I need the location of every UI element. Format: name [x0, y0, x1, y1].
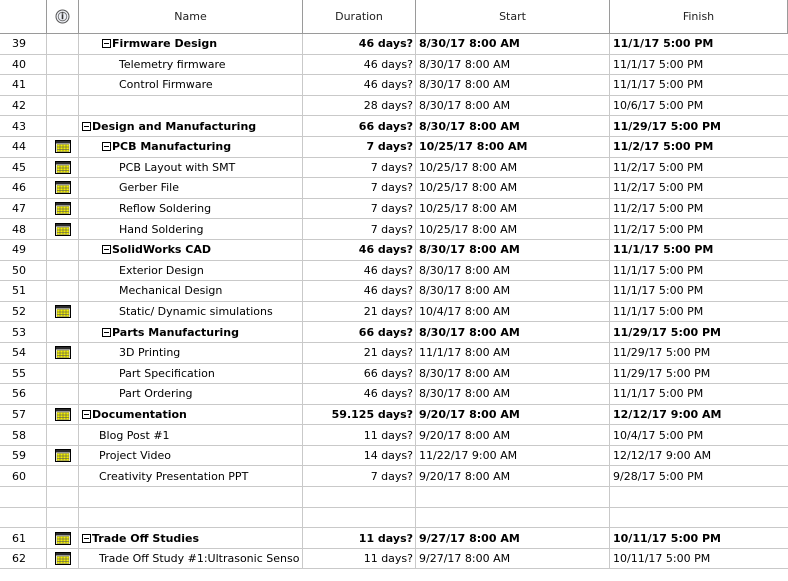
column-header-row — [0, 0, 788, 34]
task-name: Exterior Design — [119, 263, 204, 277]
task-id[interactable]: 58 — [0, 425, 47, 445]
task-row[interactable] — [0, 487, 788, 508]
task-start[interactable] — [416, 508, 610, 528]
task-indicator — [47, 343, 79, 363]
task-row[interactable] — [0, 466, 788, 487]
task-name-cell[interactable] — [79, 240, 303, 260]
task-start[interactable]: 9/20/17 8:00 AM — [416, 466, 610, 486]
task-finish[interactable]: 11/2/17 5:00 PM — [613, 222, 704, 236]
task-indicator — [47, 322, 79, 342]
task-indicator — [47, 466, 79, 486]
task-finish[interactable]: 11/29/17 5:00 PM — [613, 119, 721, 133]
task-name-cell[interactable] — [79, 343, 303, 363]
task-finish[interactable]: 11/29/17 5:00 PM — [613, 366, 711, 380]
task-indicator — [47, 261, 79, 281]
task-finish[interactable]: 10/4/17 5:00 PM — [613, 428, 704, 442]
task-duration[interactable]: 46 days? — [303, 34, 416, 54]
task-id[interactable] — [0, 487, 47, 507]
task-start[interactable]: 8/30/17 8:00 AM — [416, 240, 610, 260]
task-start[interactable]: 10/25/17 8:00 AM — [416, 137, 610, 157]
task-start[interactable]: 8/30/17 8:00 AM — [416, 96, 610, 116]
task-duration[interactable]: 21 days? — [303, 343, 416, 363]
task-id[interactable]: 59 — [0, 446, 47, 466]
task-name-cell[interactable] — [79, 219, 303, 239]
task-id[interactable]: 52 — [0, 302, 47, 322]
task-indicator — [47, 528, 79, 548]
task-name-cell[interactable] — [79, 199, 303, 219]
task-name-cell[interactable] — [79, 508, 303, 528]
task-start[interactable]: 8/30/17 8:00 AM — [416, 116, 610, 136]
task-finish[interactable] — [610, 508, 788, 528]
task-name-cell[interactable] — [79, 405, 303, 425]
collapse-toggle-icon[interactable] — [102, 328, 111, 337]
task-name-cell[interactable] — [79, 528, 303, 548]
task-indicator — [47, 446, 79, 466]
info-icon — [55, 9, 70, 24]
task-row[interactable] — [0, 158, 788, 179]
task-rows — [0, 34, 788, 569]
task-name-cell[interactable] — [79, 384, 303, 404]
task-duration[interactable]: 46 days? — [303, 55, 416, 75]
task-id[interactable]: 46 — [0, 178, 47, 198]
task-id[interactable]: 40 — [0, 55, 47, 75]
task-finish[interactable]: 11/29/17 5:00 PM — [613, 346, 711, 360]
task-finish[interactable]: 11/2/17 5:00 PM — [613, 160, 704, 174]
task-row[interactable] — [0, 178, 788, 199]
task-start[interactable]: 10/25/17 8:00 AM — [416, 158, 610, 178]
task-id[interactable]: 55 — [0, 364, 47, 384]
task-finish[interactable]: 11/1/17 5:00 PM — [613, 263, 704, 277]
task-duration[interactable]: 7 days? — [303, 158, 416, 178]
task-name-cell[interactable] — [79, 425, 303, 445]
task-finish[interactable]: 10/11/17 5:00 PM — [613, 531, 721, 545]
task-row[interactable] — [0, 137, 788, 158]
task-start[interactable]: 10/25/17 8:00 AM — [416, 199, 610, 219]
task-name-cell[interactable] — [79, 137, 303, 157]
task-name: Trade Off Study #1:Ultrasonic Senso — [99, 552, 300, 566]
task-id[interactable]: 42 — [0, 96, 47, 116]
task-finish[interactable]: 11/1/17 5:00 PM — [613, 387, 704, 401]
task-name-cell[interactable] — [79, 178, 303, 198]
task-indicator — [47, 55, 79, 75]
task-row[interactable] — [0, 96, 788, 117]
task-name: Reflow Soldering — [119, 202, 212, 216]
task-duration[interactable]: 66 days? — [303, 364, 416, 384]
task-duration[interactable]: 14 days? — [303, 446, 416, 466]
task-duration[interactable]: 21 days? — [303, 302, 416, 322]
task-row[interactable] — [0, 405, 788, 426]
task-id[interactable]: 50 — [0, 261, 47, 281]
collapse-toggle-icon[interactable] — [82, 534, 91, 543]
task-id[interactable]: 62 — [0, 549, 47, 569]
column-header-start[interactable]: Start — [416, 0, 610, 33]
task-id[interactable]: 60 — [0, 466, 47, 486]
task-start[interactable]: 8/30/17 8:00 AM — [416, 364, 610, 384]
task-start[interactable]: 8/30/17 8:00 AM — [416, 261, 610, 281]
task-row[interactable] — [0, 425, 788, 446]
task-name-cell[interactable] — [79, 549, 303, 569]
task-name: Documentation — [92, 407, 187, 421]
task-indicator — [47, 34, 79, 54]
task-name: PCB Manufacturing — [112, 140, 232, 154]
task-duration[interactable]: 11 days? — [303, 425, 416, 445]
task-duration[interactable]: 28 days? — [303, 96, 416, 116]
task-id[interactable] — [0, 508, 47, 528]
task-name-cell[interactable] — [79, 302, 303, 322]
task-name: Project Video — [99, 449, 171, 463]
task-id[interactable]: 57 — [0, 405, 47, 425]
task-duration[interactable]: 7 days? — [303, 219, 416, 239]
task-duration[interactable] — [303, 487, 416, 507]
task-duration[interactable]: 11 days? — [303, 549, 416, 569]
task-duration[interactable]: 46 days? — [303, 261, 416, 281]
task-name: 3D Printing — [119, 346, 181, 360]
task-name-cell[interactable] — [79, 466, 303, 486]
task-duration[interactable]: 46 days? — [303, 281, 416, 301]
column-header-duration[interactable]: Duration — [303, 0, 416, 33]
task-id[interactable]: 39 — [0, 34, 47, 54]
task-duration[interactable]: 46 days? — [303, 75, 416, 95]
task-start[interactable]: 8/30/17 8:00 AM — [416, 384, 610, 404]
task-name: Design and Manufacturing — [92, 119, 257, 133]
task-finish[interactable]: 11/1/17 5:00 PM — [613, 78, 704, 92]
task-name: Telemetry firmware — [119, 57, 226, 71]
task-row[interactable] — [0, 508, 788, 529]
task-id[interactable]: 47 — [0, 199, 47, 219]
task-indicator — [47, 137, 79, 157]
task-name: SolidWorks CAD — [112, 243, 212, 257]
calendar-constraint-icon — [55, 202, 71, 215]
task-finish[interactable]: 11/1/17 5:00 PM — [613, 37, 714, 51]
task-indicator — [47, 96, 79, 116]
column-header-indicators[interactable] — [47, 0, 79, 33]
task-duration[interactable]: 7 days? — [303, 199, 416, 219]
task-name: Mechanical Design — [119, 284, 223, 298]
task-name-cell[interactable] — [79, 446, 303, 466]
task-id[interactable]: 44 — [0, 137, 47, 157]
task-duration[interactable]: 11 days? — [303, 528, 416, 548]
task-indicator — [47, 384, 79, 404]
task-id[interactable]: 45 — [0, 158, 47, 178]
task-row[interactable] — [0, 219, 788, 240]
task-finish[interactable]: 11/2/17 5:00 PM — [613, 140, 714, 154]
task-id[interactable]: 61 — [0, 528, 47, 548]
task-duration[interactable]: 59.125 days? — [303, 405, 416, 425]
task-id[interactable]: 54 — [0, 343, 47, 363]
task-row[interactable] — [0, 302, 788, 323]
calendar-constraint-icon — [55, 140, 71, 153]
task-name-cell[interactable] — [79, 55, 303, 75]
column-header-id[interactable] — [0, 0, 47, 33]
task-id[interactable]: 56 — [0, 384, 47, 404]
task-name: Parts Manufacturing — [112, 325, 239, 339]
calendar-constraint-icon — [55, 223, 71, 236]
task-row[interactable] — [0, 34, 788, 55]
calendar-constraint-icon — [55, 408, 71, 421]
task-row[interactable] — [0, 261, 788, 282]
task-indicator — [47, 178, 79, 198]
task-id[interactable]: 43 — [0, 116, 47, 136]
task-row[interactable] — [0, 240, 788, 261]
task-row[interactable] — [0, 364, 788, 385]
task-start[interactable]: 9/27/17 8:00 AM — [416, 528, 610, 548]
task-row[interactable] — [0, 528, 788, 549]
task-row[interactable] — [0, 446, 788, 467]
task-row[interactable] — [0, 281, 788, 302]
task-name-cell[interactable] — [79, 158, 303, 178]
task-id[interactable]: 49 — [0, 240, 47, 260]
task-indicator — [47, 219, 79, 239]
task-start[interactable]: 8/30/17 8:00 AM — [416, 75, 610, 95]
task-duration[interactable]: 7 days? — [303, 178, 416, 198]
collapse-toggle-icon[interactable] — [102, 245, 111, 254]
task-id[interactable]: 51 — [0, 281, 47, 301]
task-duration[interactable]: 46 days? — [303, 384, 416, 404]
task-name: Blog Post #1 — [99, 428, 170, 442]
task-row[interactable] — [0, 549, 788, 570]
task-start[interactable]: 8/30/17 8:00 AM — [416, 281, 610, 301]
calendar-constraint-icon — [55, 552, 71, 565]
task-finish[interactable]: 11/1/17 5:00 PM — [613, 243, 714, 257]
calendar-constraint-icon — [55, 161, 71, 174]
calendar-constraint-icon — [55, 532, 71, 545]
column-header-finish[interactable]: Finish — [610, 0, 788, 33]
task-id[interactable]: 53 — [0, 322, 47, 342]
collapse-toggle-icon[interactable] — [102, 39, 111, 48]
task-row[interactable] — [0, 343, 788, 364]
task-indicator — [47, 508, 79, 528]
task-indicator — [47, 240, 79, 260]
task-name-cell[interactable] — [79, 75, 303, 95]
task-duration[interactable] — [303, 508, 416, 528]
task-name-cell[interactable] — [79, 364, 303, 384]
task-duration[interactable]: 66 days? — [303, 322, 416, 342]
calendar-constraint-icon — [55, 305, 71, 318]
task-finish[interactable]: 11/1/17 5:00 PM — [613, 284, 704, 298]
task-duration[interactable]: 7 days? — [303, 466, 416, 486]
task-name: Trade Off Studies — [92, 531, 200, 545]
task-name-cell[interactable] — [79, 487, 303, 507]
task-start[interactable] — [416, 487, 610, 507]
calendar-constraint-icon — [55, 346, 71, 359]
task-name: Part Specification — [119, 366, 215, 380]
task-name-cell[interactable] — [79, 96, 303, 116]
task-name-cell[interactable] — [79, 116, 303, 136]
task-finish[interactable]: 11/29/17 5:00 PM — [613, 325, 721, 339]
task-start[interactable]: 10/25/17 8:00 AM — [416, 178, 610, 198]
task-indicator — [47, 405, 79, 425]
calendar-constraint-icon — [55, 181, 71, 194]
task-row[interactable] — [0, 384, 788, 405]
task-name-cell[interactable] — [79, 261, 303, 281]
task-finish[interactable]: 11/1/17 5:00 PM — [613, 305, 704, 319]
task-indicator — [47, 158, 79, 178]
task-name: Hand Soldering — [119, 222, 204, 236]
task-finish[interactable]: 11/2/17 5:00 PM — [613, 181, 704, 195]
task-start[interactable]: 11/1/17 8:00 AM — [416, 343, 610, 363]
task-duration[interactable]: 7 days? — [303, 137, 416, 157]
task-start[interactable]: 9/27/17 8:00 AM — [416, 549, 610, 569]
task-name-cell[interactable] — [79, 322, 303, 342]
task-start[interactable]: 11/22/17 9:00 AM — [416, 446, 610, 466]
task-start[interactable]: 9/20/17 8:00 AM — [416, 405, 610, 425]
task-row[interactable] — [0, 322, 788, 343]
task-start[interactable]: 10/25/17 8:00 AM — [416, 219, 610, 239]
task-name-cell[interactable] — [79, 281, 303, 301]
task-start[interactable]: 8/30/17 8:00 AM — [416, 322, 610, 342]
task-finish[interactable]: 9/28/17 5:00 PM — [613, 469, 704, 483]
task-name: Control Firmware — [119, 78, 213, 92]
task-name-cell[interactable] — [79, 34, 303, 54]
task-row[interactable] — [0, 75, 788, 96]
task-finish[interactable]: 11/1/17 5:00 PM — [613, 57, 704, 71]
collapse-toggle-icon[interactable] — [82, 122, 91, 131]
task-finish[interactable]: 12/12/17 9:00 AM — [613, 449, 712, 463]
task-finish[interactable]: 10/6/17 5:00 PM — [613, 99, 704, 113]
task-finish[interactable]: 10/11/17 5:00 PM — [613, 552, 711, 566]
task-duration[interactable]: 66 days? — [303, 116, 416, 136]
task-finish[interactable]: 12/12/17 9:00 AM — [613, 407, 722, 421]
task-indicator — [47, 75, 79, 95]
task-indicator — [47, 487, 79, 507]
task-id[interactable]: 41 — [0, 75, 47, 95]
task-finish[interactable]: 11/2/17 5:00 PM — [613, 202, 704, 216]
task-row[interactable] — [0, 55, 788, 76]
task-row[interactable] — [0, 116, 788, 137]
task-indicator — [47, 425, 79, 445]
task-duration[interactable]: 46 days? — [303, 240, 416, 260]
task-start[interactable]: 8/30/17 8:00 AM — [416, 34, 610, 54]
task-name: Gerber File — [119, 181, 179, 195]
task-finish[interactable] — [610, 487, 788, 507]
column-header-name[interactable]: Name — [79, 0, 303, 33]
task-name: Part Ordering — [119, 387, 193, 401]
task-indicator — [47, 281, 79, 301]
task-name: Creativity Presentation PPT — [99, 469, 249, 483]
collapse-toggle-icon[interactable] — [82, 410, 91, 419]
task-indicator — [47, 199, 79, 219]
task-name: Firmware Design — [112, 37, 218, 51]
task-row[interactable] — [0, 199, 788, 220]
collapse-toggle-icon[interactable] — [102, 142, 111, 151]
task-start[interactable]: 8/30/17 8:00 AM — [416, 55, 610, 75]
task-start[interactable]: 9/20/17 8:00 AM — [416, 425, 610, 445]
task-indicator — [47, 116, 79, 136]
task-indicator — [47, 549, 79, 569]
task-name: PCB Layout with SMT — [119, 160, 236, 174]
task-start[interactable]: 10/4/17 8:00 AM — [416, 302, 610, 322]
task-indicator — [47, 302, 79, 322]
task-name: Static/ Dynamic simulations — [119, 305, 273, 319]
task-indicator — [47, 364, 79, 384]
task-id[interactable]: 48 — [0, 219, 47, 239]
calendar-constraint-icon — [55, 449, 71, 462]
